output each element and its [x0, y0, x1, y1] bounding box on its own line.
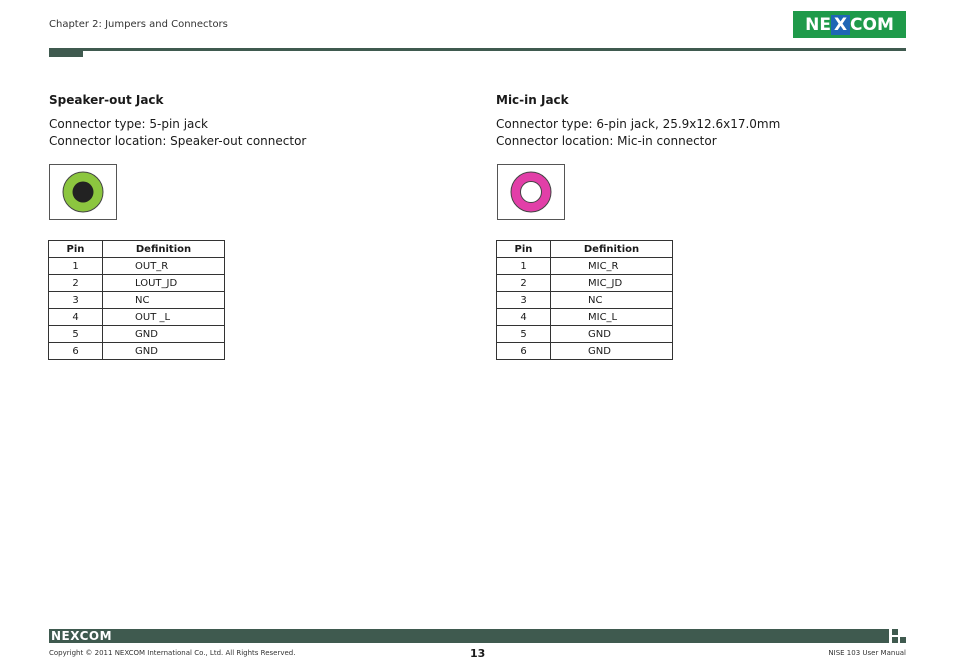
- speaker-jack-hole: [73, 182, 94, 203]
- definition-cell: GND: [551, 326, 673, 343]
- mic-type: Connector type: 6-pin jack, 25.9x12.6x17.0mm: [496, 117, 781, 131]
- definition-cell: LOUT_JD: [103, 275, 225, 292]
- definition-cell: GND: [551, 343, 673, 360]
- mic-pin-table: [496, 240, 673, 360]
- pin-cell: 1: [49, 258, 103, 275]
- pin-cell: 5: [49, 326, 103, 343]
- footer-bar: [49, 629, 889, 643]
- table-row: [49, 275, 225, 292]
- table-row: [497, 309, 673, 326]
- definition-cell: NC: [551, 292, 673, 309]
- table-row: [497, 343, 673, 360]
- footer-corner-square: [900, 637, 906, 643]
- pin-cell: 3: [49, 292, 103, 309]
- table-row: [497, 275, 673, 292]
- pin-header: Pin: [49, 241, 103, 258]
- chapter-label: Chapter 2: Jumpers and Connectors: [49, 19, 228, 30]
- nexcom-logo: [793, 11, 906, 38]
- table-header-row: [497, 241, 673, 258]
- mic-jack-hole: [521, 182, 542, 203]
- pin-cell: 6: [49, 343, 103, 360]
- pin-cell: 2: [497, 275, 551, 292]
- table-row: [497, 258, 673, 275]
- pin-cell: 5: [497, 326, 551, 343]
- definition-cell: OUT _L: [103, 309, 225, 326]
- pin-header: Pin: [497, 241, 551, 258]
- definition-cell: MIC_JD: [551, 275, 673, 292]
- speaker-location: Connector location: Speaker-out connector: [49, 134, 307, 148]
- mic-jack-figure: [497, 164, 565, 220]
- definition-cell: GND: [103, 326, 225, 343]
- page-number: 13: [470, 647, 486, 660]
- table-row: [49, 326, 225, 343]
- speaker-section: [49, 93, 349, 150]
- speaker-jack-figure: [49, 164, 117, 220]
- header-tab: [49, 48, 83, 57]
- pin-cell: 3: [497, 292, 551, 309]
- table-row: [49, 309, 225, 326]
- copyright-text: Copyright © 2011 NEXCOM International Co., Ltd. All Rights Reserved.: [49, 649, 296, 657]
- logo-text-com: COM: [850, 14, 894, 35]
- manual-title: NISE 103 User Manual: [828, 649, 906, 657]
- speaker-type: Connector type: 5-pin jack: [49, 117, 208, 131]
- mic-jack-icon: [509, 170, 553, 214]
- logo-text-ne: NE: [805, 14, 831, 35]
- pin-cell: 4: [49, 309, 103, 326]
- table-row: [497, 326, 673, 343]
- definition-header: Definition: [551, 241, 673, 258]
- table-row: [49, 258, 225, 275]
- definition-cell: OUT_R: [103, 258, 225, 275]
- header-rule: [49, 48, 906, 51]
- pin-cell: 6: [497, 343, 551, 360]
- definition-cell: GND: [103, 343, 225, 360]
- definition-cell: MIC_L: [551, 309, 673, 326]
- footer-corner-square: [892, 637, 898, 643]
- table-row: [49, 292, 225, 309]
- footer-logo: NEXCOM: [51, 629, 113, 643]
- speaker-pin-table: [48, 240, 225, 360]
- pin-cell: 1: [497, 258, 551, 275]
- speaker-jack-icon: [61, 170, 105, 214]
- table-row: [497, 292, 673, 309]
- definition-cell: NC: [103, 292, 225, 309]
- mic-section: [496, 93, 796, 150]
- speaker-title: Speaker-out Jack: [49, 93, 164, 107]
- table-row: [49, 343, 225, 360]
- mic-location: Connector location: Mic-in connector: [496, 134, 717, 148]
- pin-cell: 2: [49, 275, 103, 292]
- logo-text-x: X: [831, 15, 850, 35]
- mic-title: Mic-in Jack: [496, 93, 569, 107]
- pin-cell: 4: [497, 309, 551, 326]
- definition-header: Definition: [103, 241, 225, 258]
- definition-cell: MIC_R: [551, 258, 673, 275]
- footer-corner-square: [892, 629, 898, 635]
- table-header-row: [49, 241, 225, 258]
